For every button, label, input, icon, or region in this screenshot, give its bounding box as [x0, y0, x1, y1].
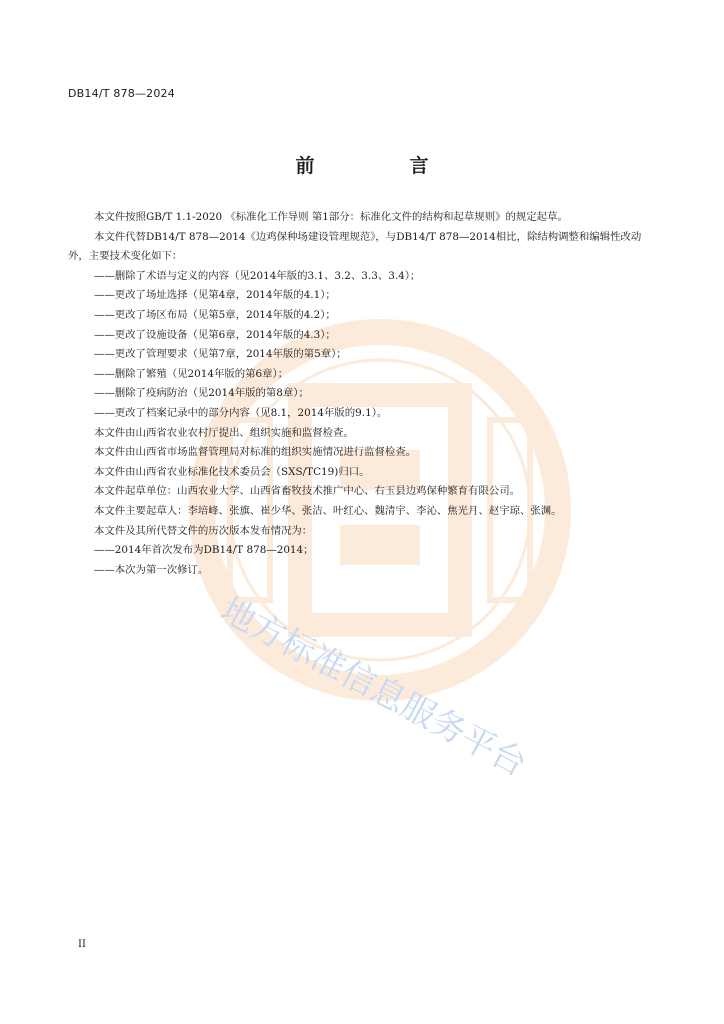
- paragraph: 本文件及其所代替文件的历次版本发布情况为：: [94, 524, 313, 537]
- document-code: DB14/T 878—2024: [68, 87, 175, 100]
- change-list-item: ——更改了场址选择（见第4章，2014年版的4.1）；: [94, 289, 336, 302]
- paragraph: 本文件起草单位：山西农业大学、山西省畜牧技术推广中心、右玉县边鸡保种繁育有限公司。: [94, 485, 521, 498]
- change-list-item: ——更改了设施设备（见第6章，2014年版的4.3）；: [94, 328, 336, 341]
- paragraph: 本文件由山西省农业农村厅提出、组织实施和监督检查。: [94, 426, 354, 439]
- change-list-item: ——删除了术语与定义的内容（见2014年版的3.1、3.2、3.3、3.4）；: [94, 269, 421, 282]
- paragraph: 本文件主要起草人：李培峰、张旗、崔少华、张洁、叶红心、魏清宇、李沁、焦光月、赵宇琼、张渊。: [94, 504, 562, 517]
- change-list-item: ——删除了疫病防治（见2014年版的第8章）；: [94, 387, 309, 400]
- change-list-item: ——更改了场区布局（见第5章，2014年版的4.2）；: [94, 308, 336, 321]
- page-number: II: [78, 939, 86, 950]
- change-list-item: ——删除了繁殖（见2014年版的第6章）；: [94, 367, 289, 380]
- watermark-diagonal-text: 地方标准信息服务平台: [213, 589, 533, 785]
- foreword-body: [68, 208, 652, 580]
- paragraph: 本文件由山西省市场监督管理局对标准的组织实施情况进行监督检查。: [94, 446, 417, 459]
- page-title: 前 言: [295, 155, 467, 177]
- paragraph: 本文件按照GB/T 1.1-2020 《标准化工作导则 第1部分：标准化文件的结构和起草规则》的规定起草。: [94, 211, 568, 223]
- change-list-item: ——2014年首次发布为DB14/T 878—2014；: [94, 544, 314, 557]
- paragraph: 本文件由山西省农业标准化技术委员会（SXS/TC19)归口。: [94, 465, 370, 478]
- change-list-item: ——更改了档案记录中的部分内容（见8.1，2014年版的9.1）。: [94, 406, 388, 419]
- change-list-item: ——本次为第一次修订。: [94, 563, 209, 576]
- paragraph: 本文件代替DB14/T 878—2014《边鸡保种场建设管理规范》，与DB14/T 878—2014相比，除结构调整和编辑性改动外，主要技术变化如下：: [68, 230, 642, 263]
- change-list-item: ——更改了管理要求（见第7章，2014年版的第5章）；: [94, 348, 347, 361]
